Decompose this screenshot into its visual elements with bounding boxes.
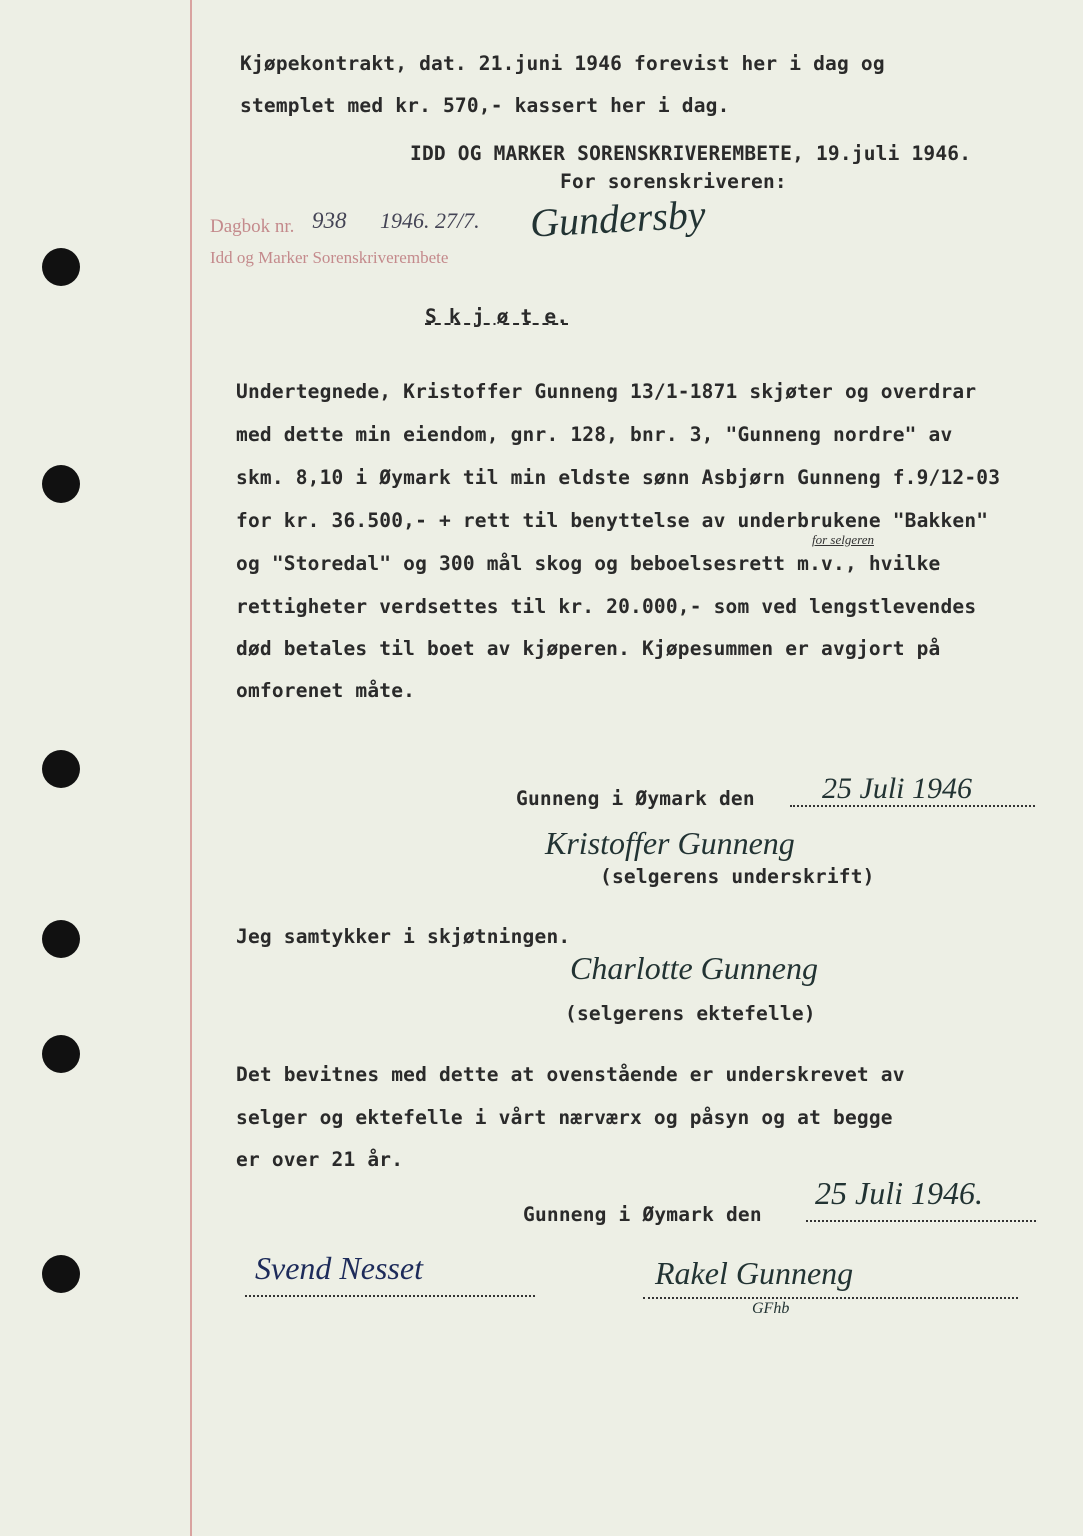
body-line: skm. 8,10 i Øymark til min eldste sønn Asbjørn Gunneng f.9/12-03 <box>236 466 1001 489</box>
seller-caption: (selgerens underskrift) <box>600 865 875 888</box>
spouse-signature: Charlotte Gunneng <box>570 950 818 986</box>
signature-place: Gunneng i Øymark den <box>516 787 755 810</box>
for-line: For sorenskriveren: <box>560 170 787 193</box>
body-line: for kr. 36.500,- + rett til benyttelse av underbrukene "Bakken" <box>236 509 989 532</box>
body-line: med dette min eiendom, gnr. 128, bnr. 3, "Gunneng nordre" av <box>236 423 953 446</box>
seller-signature: Kristoffer Gunneng <box>545 825 795 861</box>
dagbok-label: Dagbok nr. <box>210 216 295 237</box>
punch-hole <box>42 465 80 503</box>
header-line-2: stemplet med kr. 570,- kassert her i dag. <box>240 94 730 117</box>
witness-signature-2: Rakel Gunneng <box>655 1255 854 1291</box>
body-line: Undertegnede, Kristoffer Gunneng 13/1-1871 skjøter og overdrar <box>236 380 977 403</box>
body-line: omforenet måte. <box>236 679 416 702</box>
header-line-1: Kjøpekontrakt, dat. 21.juni 1946 forevist her i dag og <box>240 52 885 75</box>
body-line: rettigheter verdsettes til kr. 20.000,- som ved lengstlevendes <box>236 595 977 618</box>
punch-hole <box>42 1255 80 1293</box>
witness-line: er over 21 år. <box>236 1148 404 1171</box>
witness-place: Gunneng i Øymark den <box>523 1203 762 1226</box>
registrar-signature: Gundersby <box>528 191 707 246</box>
date-dotted-line <box>790 805 1035 807</box>
consent-text: Jeg samtykker i skjøtningen. <box>236 925 571 948</box>
stamp-office: Idd og Marker Sorenskriverembete <box>210 248 449 267</box>
signature-date: 25 Juli 1946 <box>822 772 972 805</box>
document-title: S k j ø t e. <box>425 305 569 328</box>
body-line: død betales til boet av kjøperen. Kjøpesummen er avgjort på <box>236 637 941 660</box>
punch-hole <box>42 248 80 286</box>
insertion-note: for selgeren <box>812 532 874 547</box>
spouse-caption: (selgerens ektefelle) <box>565 1002 816 1025</box>
margin-line <box>190 0 192 1536</box>
body-line: og "Storedal" og 300 mål skog og beboelsesrett m.v., hvilke <box>236 552 941 575</box>
punch-hole <box>42 920 80 958</box>
witness-dotted-line <box>245 1295 535 1297</box>
date-dotted-line <box>806 1220 1036 1222</box>
punch-hole <box>42 1035 80 1073</box>
dagbok-number: 938 <box>312 208 347 233</box>
witness-dotted-line <box>643 1297 1018 1299</box>
office-line: IDD OG MARKER SORENSKRIVEREMBETE, 19.juli 1946. <box>410 142 972 165</box>
punch-hole <box>42 750 80 788</box>
witness-line: selger og ektefelle i vårt nærværx og påsyn og at begge <box>236 1106 893 1129</box>
witness-signature-1: Svend Nesset <box>255 1250 423 1286</box>
initials: GFhb <box>752 1300 790 1317</box>
witness-date: 25 Juli 1946. <box>815 1175 983 1211</box>
dagbok-year: 1946. 27/7. <box>380 208 480 233</box>
witness-line: Det bevitnes med dette at ovenstående er underskrevet av <box>236 1063 905 1086</box>
